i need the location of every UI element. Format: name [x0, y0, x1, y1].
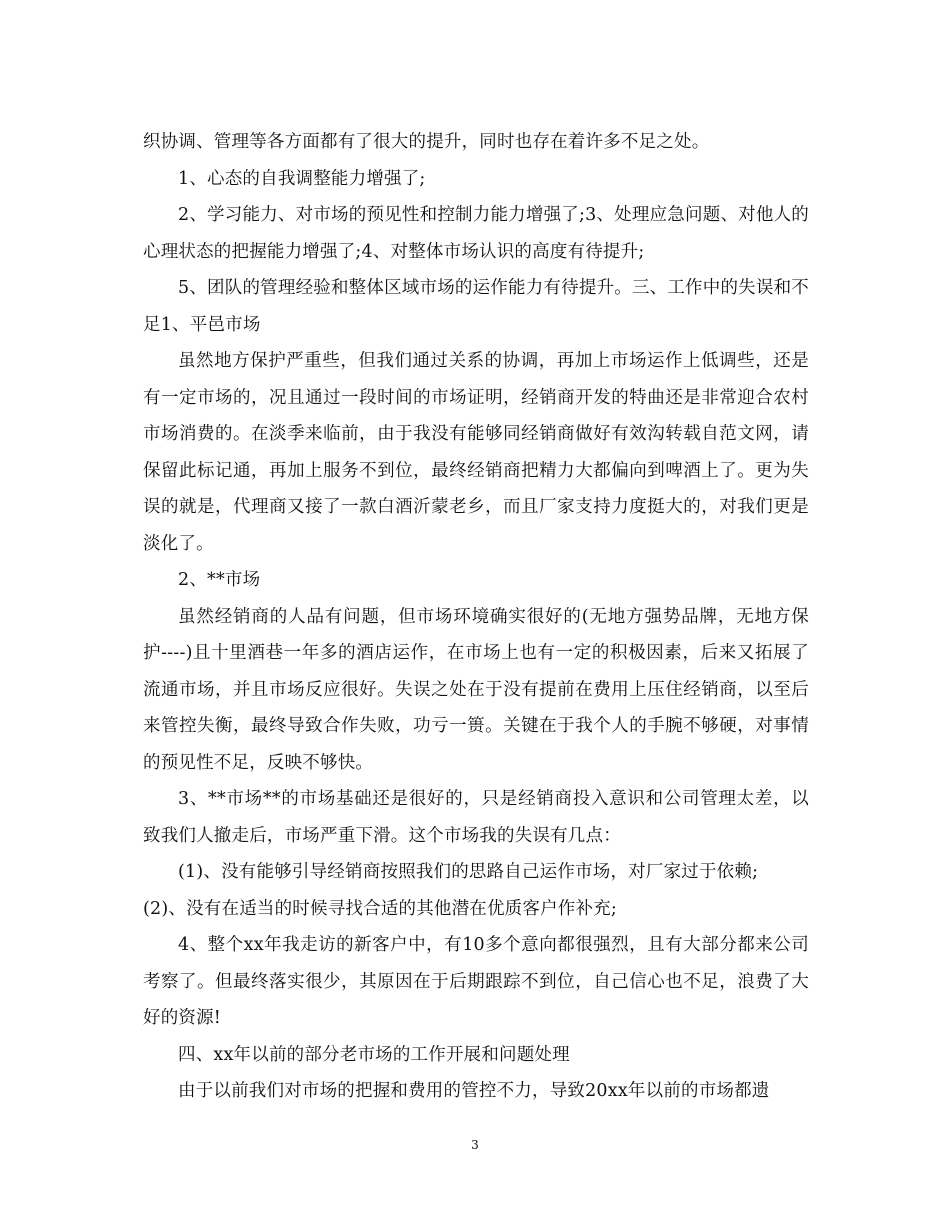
paragraph-market-2: 虽然经销商的人品有问题，但市场环境确实很好的(无地方强势品牌，无地方保护----)且十里酒巷一年多的酒店运作，在市场上也有一定的积极因素，后来又拓展了流通市场，并且市场反应很好。失误之处在于没有提前在费用上压住经销商，以至后来管控失衡，最终导致合作失败，功亏一篑。关键在于我个人的手腕不够硬，对事情的预见性不足，反映不够快。 — [143, 606, 809, 773]
paragraph-pingyi-market: 虽然地方保护严重些，但我们通过关系的协调，再加上市场运作上低调些，还是有一定市场的，况且通过一段时间的市场证明，经销商开发的特曲还是非常迎合农村市场消费的。在淡季来临前，由于我没有能够同经销商做好有效沟转载自范文网，请保留此标记通，再加上服务不到位，最终经销商把精力大都偏向到啤酒上了。更为失误的就是，代理商又接了一款白酒沂蒙老乡，而且厂家支持力度挺大的，对我们更是淡化了。 — [143, 351, 809, 554]
document-body — [143, 124, 809, 1110]
paragraph-item-1: 1、心态的自我调整能力增强了; — [178, 168, 426, 189]
paragraph-continuation: 织协调、管理等各方面都有了很大的提升，同时也存在着许多不足之处。 — [143, 132, 710, 152]
paragraph-item-5: 5、团队的管理经验和整体区域市场的运作能力有待提升。三、工作中的失误和不足1、平邑市场 — [143, 278, 809, 335]
page-number: 3 — [471, 1138, 479, 1152]
section-heading-market-2: 2、**市场 — [178, 570, 261, 590]
paragraph-old-markets: 由于以前我们对市场的把握和费用的管控不力，导致20xx年以前的市场都遗 — [178, 1081, 770, 1101]
paragraph-market-3: 3、**市场**的市场基础还是很好的，只是经销商投入意识和公司管理太差，以致我们人撤走后，市场严重下滑。这个市场我的失误有几点： — [143, 789, 809, 846]
paragraph-item-4: 4、整个xx年我走访的新客户中，有10多个意向都很强烈，且有大部分都来公司考察了。但最终落实很少，其原因在于后期跟踪不到位，自己信心也不足，浪费了大好的资源! — [143, 935, 809, 1028]
paragraph-point-1: (1)、没有能够引导经销商按照我们的思路自己运作市场，对厂家过于依赖; — [178, 862, 759, 882]
paragraph-item-2: 2、学习能力、对市场的预见性和控制力能力增强了;3、处理应急问题、对他人的心理状态的把握能力增强了;4、对整体市场认识的高度有待提升; — [143, 205, 809, 262]
section-heading-four: 四、xx年以前的部分老市场的工作开展和问题处理 — [178, 1044, 570, 1065]
paragraph-point-2: (2)、没有在适当的时候寻找合适的其他潜在优质客户作补充; — [143, 898, 617, 919]
